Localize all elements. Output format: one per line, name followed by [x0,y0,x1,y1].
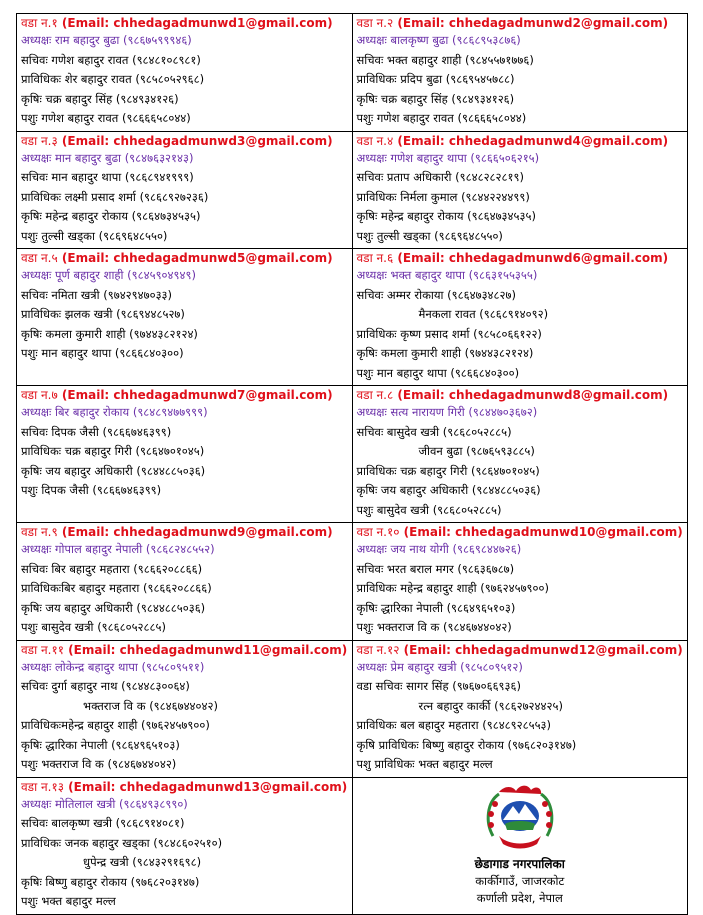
staff-line: सचिवः नमिता खत्री (९७४२९४७०३३) [21,287,173,302]
ward-email[interactable]: (Email: chhedagadmunwd6@gmail.com) [397,251,669,265]
ward-heading [357,642,684,658]
staff-line: रत्न बहादुर कार्की (९८६२७२४४२५) [418,698,563,713]
ward-label: वडा न.१३ [21,779,64,794]
staff-line: पशुः दिपक जैसी (९८६६७४६३९९) [21,483,162,497]
ward-email[interactable]: (Email: chhedagadmunwd9@gmail.com) [61,525,333,539]
ward-chair: अध्यक्षः बालकृष्ण बुढा (९८६८९५३८७६) [356,33,521,47]
staff-line: कृषिः चक्र बहादुर सिंह (९८४९३४१२६) [356,91,515,106]
ward-cell [17,777,353,914]
ward-staff-list [21,51,348,129]
ward-chair: अध्यक्षः जय नाथ योगी (९८६९८४४७२६) [356,542,522,556]
ward-heading [21,387,348,403]
staff-line: पशुः भक्त बहादुर मल्ल [21,894,116,908]
ward-cell [17,14,353,132]
ward-cell [352,386,688,523]
ward-staff-list [357,168,684,246]
staff-line: प्राविधिकः प्रदिप बुढा (९८६९५४५७८८) [356,72,515,86]
staff-line: कृषिः द्धारिका नेपाली (९८६४९६५१०३) [21,737,180,752]
staff-line: पशुः गणेश बहादुर रावत (९८६६६५८०४४) [356,111,527,125]
staff-line: मैनकला रावत (९८६८९१४०९२) [418,307,549,321]
staff-line: सचिवः मान बहादुर थापा (९८६८९४१९९९) [21,170,194,184]
ward-chair: अध्यक्षः भक्त बहादुर थापा (९८६३१५५३५५) [356,268,538,282]
staff-line: पशुः बासुदेव खत्री (९८६८०५२८८५) [356,502,502,517]
ward-heading [21,524,348,540]
staff-line: सचिवः दिपक जैसी (९८६६७४६३९९) [21,424,172,439]
staff-line: वडा सचिवः सागर सिंह (९७६७०६६९३६) [356,679,521,693]
ward-contact-table [16,13,688,915]
staff-line: पशुः तुल्सी खड्का (९८६९६४८५५०) [21,228,168,243]
ward-heading [21,642,348,658]
staff-line: सचिवः गणेश बहादुर रावत (९८४८१०८९८१) [21,52,201,67]
ward-heading [21,15,348,31]
municipality-cell [352,777,688,914]
staff-line: सचिवः भरत बराल मगर (९८६३६७८७) [356,561,515,576]
ward-email[interactable]: (Email: chhedagadmunwd7@gmail.com) [61,388,333,402]
ward-staff-list [21,423,348,501]
ward-email[interactable]: (Email: chhedagadmunwd2@gmail.com) [397,16,669,30]
ward-cell [17,386,353,523]
ward-staff-list [357,677,684,775]
staff-line: प्राविधिकःबिर बहादुर महतारा (९८६६२०८८६६) [21,581,212,595]
ward-heading [21,250,348,266]
municipality-address: कार्कीगाउँ, जाजरकोट [475,873,565,888]
ward-staff-list [357,560,684,638]
ward-cell [352,640,688,777]
ward-heading [21,779,348,795]
ward-heading [357,250,684,266]
ward-label: वडा न.२ [356,16,394,30]
staff-line: प्राविधिकः चक्र बहादुर गिरी (९८६४७०१०४५) [21,444,205,458]
ward-cell [352,14,688,132]
staff-line: कृषिः महेन्द्र बहादुर रोकाय (९८६४७३४५३५) [21,209,201,223]
staff-line: पशुः भक्तराज वि क (९८४६७४४०४२) [356,620,512,634]
ward-table-body [17,14,688,915]
staff-line: सचिवः अम्मर रोकाया (९८६४७३४८२७) [356,287,516,302]
ward-cell [17,523,353,641]
ward-row [17,640,688,777]
staff-line: कृषिः कमला कुमारी शाही (९७४४३८२१२४) [356,346,534,360]
staff-line: कृषिः महेन्द्र बहादुर रोकाय (९८६४७३४५३५) [356,209,536,223]
staff-line: जीवन बुढा (९८७६५९३८८५) [418,444,535,458]
municipality-province: कर्णाली प्रदेश, नेपाल [476,890,563,905]
ward-heading [357,133,684,149]
staff-line: पशुः मान बहादुर थापा (९८६६८४०३००) [21,346,184,360]
staff-line: प्राविधिकः निर्मला कुमाल (९८४४२२४४९९) [356,189,530,204]
ward-heading [357,387,684,403]
ward-staff-list [21,286,348,364]
nepal-emblem-icon [483,784,557,854]
ward-label: वडा न.१२ [356,642,400,657]
ward-cell [352,131,688,249]
staff-line: सचिवः बालकृष्ण खत्री (९८६८९१४०८१) [21,816,185,830]
ward-email[interactable]: (Email: chhedagadmunwd11@gmail.com) [68,642,348,657]
ward-email[interactable]: (Email: chhedagadmunwd5@gmail.com) [61,251,333,265]
ward-cell [17,640,353,777]
ward-label: वडा न.४ [356,133,394,148]
municipality-name: छेडागाड नगरपालिका [474,856,565,871]
staff-line: कृषिः जय बहादुर अधिकारी (९८४४८८५०३६) [356,483,541,497]
ward-chair: अध्यक्षः बिर बहादुर रोकाय (९८४८९४७७९९९) [21,405,208,419]
staff-line: प्राविधिकः शेर बहादुर रावत (९८५८०५२९६८) [21,72,205,86]
staff-line: पशुः तुल्सी खड्का (९८६९६४८५५०) [356,228,503,243]
ward-row [17,777,688,914]
ward-cell [352,523,688,641]
staff-line: प्राविधिकः झलक खत्री (९८६९४४८५२७) [21,307,185,321]
staff-line: सचिवः बिर बहादुर महतारा (९८६६२०८८६६) [21,561,203,576]
ward-email[interactable]: (Email: chhedagadmunwd8@gmail.com) [397,388,669,402]
staff-line: कृषिः जय बहादुर अधिकारी (९८४४८८५०३६) [21,463,206,478]
staff-line: पशुः गणेश बहादुर रावत (९८६६६५८०४४) [21,111,191,125]
ward-row [17,131,688,249]
ward-email[interactable]: (Email: chhedagadmunwd1@gmail.com) [61,16,333,30]
staff-line: प्राविधिकः कृष्ण प्रसाद शर्मा (९८५८०६६१२२) [356,326,542,341]
ward-row [17,249,688,386]
staff-line: प्राविधिकः महेन्द्र बहादुर शाही (९७६२४५७९००) [356,581,549,595]
ward-row [17,386,688,523]
staff-line: पशु प्राविधिकः भक्त बहादुर मल्ल [356,757,493,771]
ward-label: वडा न.५ [21,251,58,265]
ward-cell [17,131,353,249]
staff-line: प्राविधिकः लक्ष्मी प्रसाद शर्मा (९८६८९२७२३६) [21,189,209,204]
ward-chair: अध्यक्षः गोपाल बहादुर नेपाली (९८६८२४८५५२) [21,542,215,556]
ward-email[interactable]: (Email: chhedagadmunwd12@gmail.com) [403,642,683,657]
staff-line: कृषिः कमला कुमारी शाही (९७४४३८२१२४) [21,326,198,341]
ward-chair: अध्यक्षः पूर्ण बहादुर शाही (९८४५९०४९४९) [21,268,196,282]
ward-row [17,523,688,641]
staff-line: सचिवः बासुदेव खत्री (९८६८०५२८८५) [356,424,512,439]
staff-line: प्राविधिकःमहेन्द्र बहादुर शाही (९७६२४५७९००) [21,718,210,732]
ward-chair: अध्यक्षः लोकेन्द्र बहादुर थापा (९८५८०९५११) [21,659,205,674]
ward-row [17,14,688,132]
staff-line: कृषिः द्धारिका नेपाली (९८६४९६५१०३) [356,600,516,615]
ward-staff-list [357,286,684,384]
ward-chair: अध्यक्षः प्रेम बहादुर खत्री (९८५८०९५१२) [356,659,523,674]
ward-chair: अध्यक्षः गणेश बहादुर थापा (९८६६५०६२१५) [356,150,540,165]
ward-label: वडा न.१० [356,525,400,539]
ward-label: वडा न.७ [21,388,58,402]
staff-line: सचिवः प्रताप अधिकारी (९८४८२८२८१९) [356,170,524,184]
staff-line: प्राविधिकः बल बहादुर महतारा (९८४८९२८५५३) [356,718,552,732]
ward-heading [21,133,348,149]
ward-staff-list [21,677,348,775]
ward-chair: अध्यक्षः मोतिलाल खत्री (९८६४९३८९९०) [21,796,188,811]
ward-heading [357,15,684,31]
staff-line: कृषिः बिष्णु बहादुर रोकाय (९७६८२०३१४७) [21,874,200,889]
ward-cell [17,249,353,386]
staff-line: कृषिः जय बहादुर अधिकारी (९८४४८८५०३६) [21,600,206,615]
ward-chair: अध्यक्षः मान बहादुर बुढा (९८४७६३२१४३) [21,150,194,165]
ward-email[interactable]: (Email: chhedagadmunwd3@gmail.com) [61,133,333,148]
ward-staff-list [21,168,348,246]
ward-staff-list [357,423,684,521]
ward-label: वडा न.११ [21,642,64,657]
staff-line: कृषिः चक्र बहादुर सिंह (९८४९३४१२६) [21,91,179,106]
staff-line: धुपेन्द्र खत्री (९८४३२९१६९८) [83,855,202,869]
ward-email[interactable]: (Email: chhedagadmunwd10@gmail.com) [403,525,683,539]
staff-line: पशुः भक्तराज वि क (९८४६७४४०४२) [21,757,177,771]
ward-staff-list [21,560,348,638]
ward-label: वडा न.१ [21,16,58,30]
staff-line: पशुः मान बहादुर थापा (९८६६८४०३००) [356,365,520,380]
staff-line: कृषि प्राविधिकः बिष्णु बहादुर रोकाय (९७६८२०३१४७) [356,737,577,752]
ward-cell [352,249,688,386]
ward-label: वडा न.९ [21,525,58,539]
ward-label: वडा न.८ [356,388,394,402]
staff-line: प्राविधिकः चक्र बहादुर गिरी (९८६४७०१०४५) [356,463,540,478]
staff-line: सचिवः भक्त बहादुर शाही (९८४५५७१७७६) [356,52,534,67]
staff-line: सचिवः दुर्गा बहादुर नाथ (९८४४८३००६४) [21,679,190,693]
ward-heading [357,524,684,540]
ward-staff-list [21,814,348,912]
ward-label: वडा न.६ [356,251,394,265]
ward-staff-list [357,51,684,129]
staff-line: भक्तराज वि क (९८४६७४४०४२) [83,698,218,713]
ward-email[interactable]: (Email: chhedagadmunwd4@gmail.com) [397,133,669,148]
ward-label: वडा न.३ [21,133,58,148]
staff-line: प्राविधिकः जनक बहादुर खड्का (९८४८६०२५१०) [21,835,223,850]
ward-email[interactable]: (Email: chhedagadmunwd13@gmail.com) [68,779,348,794]
staff-line: पशुः बासुदेव खत्री (९८६८०५२८८५) [21,620,166,634]
ward-chair: अध्यक्षः सत्य नारायण गिरी (९८४४७०३६७२) [356,405,538,419]
ward-chair: अध्यक्षः राम बहादुर बुढा (९८६७५९९९४६) [21,33,192,47]
